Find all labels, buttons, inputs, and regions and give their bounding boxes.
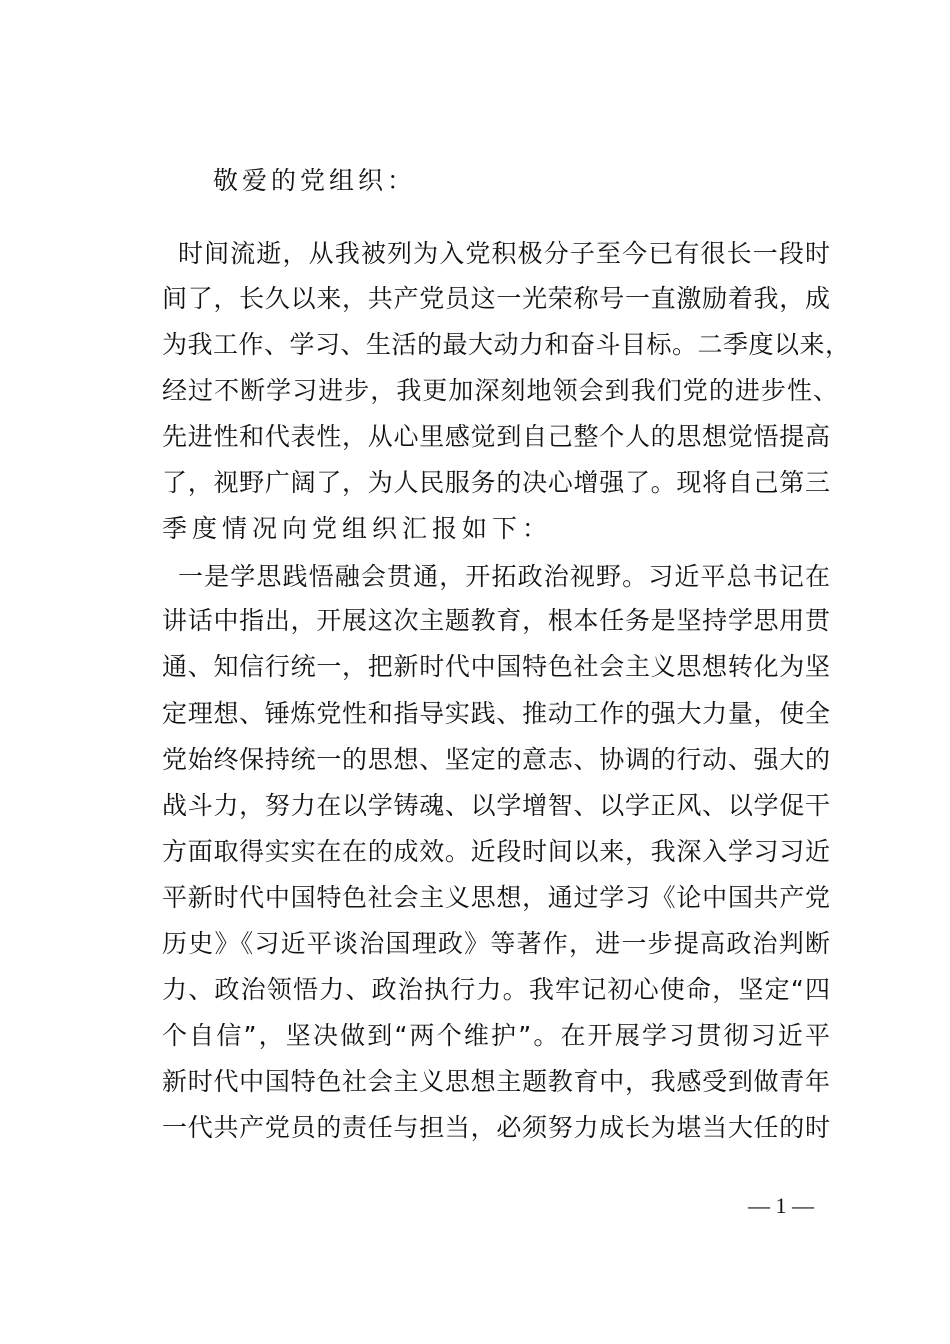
paragraph-line: 历史》《习近平谈治国理政》等著作，进一步提高政治判断 bbox=[162, 929, 830, 958]
page-number: — 1 — bbox=[748, 1193, 814, 1218]
paragraph-line: 通、知信行统一，把新时代中国特色社会主义思想转化为坚 bbox=[162, 652, 830, 681]
paragraph-line: 季度情况向党组织汇报如下： bbox=[162, 514, 553, 543]
paragraph-line: 力、政治领悟力、政治执行力。我牢记初心使命，坚定“四 bbox=[162, 975, 830, 1004]
paragraph-line: 一是学思践悟融会贯通，开拓政治视野。习近平总书记在 bbox=[178, 562, 830, 591]
paragraph-line: 经过不断学习进步，我更加深刻地领会到我们党的进步性、 bbox=[162, 376, 838, 405]
paragraph-line: 平新时代中国特色社会主义思想，通过学习《论中国共产党 bbox=[162, 883, 830, 912]
paragraph-line: 讲话中指出，开展这次主题教育，根本任务是坚持学思用贯 bbox=[162, 606, 830, 635]
paragraph-line: 先进性和代表性，从心里感觉到自己整个人的思想觉悟提高 bbox=[162, 422, 830, 451]
paragraph-line: 了，视野广阔了，为人民服务的决心增强了。现将自己第三 bbox=[162, 468, 830, 497]
salutation: 敬爱的党组织： bbox=[213, 166, 417, 195]
paragraph-line: 战斗力，努力在以学铸魂、以学增智、以学正风、以学促干 bbox=[162, 791, 830, 820]
paragraph-line: 一代共产党员的责任与担当，必须努力成长为堪当大任的时 bbox=[162, 1113, 830, 1142]
paragraph-line: 为我工作、学习、生活的最大动力和奋斗目标。二季度以来， bbox=[162, 330, 850, 359]
paragraph-line: 间了，长久以来，共产党员这一光荣称号一直激励着我，成 bbox=[162, 284, 830, 313]
paragraph-line: 个自信”，坚决做到“两个维护”。在开展学习贯彻习近平 bbox=[162, 1021, 830, 1050]
paragraph-line: 党始终保持统一的思想、坚定的意志、协调的行动、强大的 bbox=[162, 745, 830, 774]
paragraph-line: 方面取得实实在在的成效。近段时间以来，我深入学习习近 bbox=[162, 837, 830, 866]
paragraph-line: 新时代中国特色社会主义思想主题教育中，我感受到做青年 bbox=[162, 1067, 830, 1096]
paragraph-line: 时间流逝，从我被列为入党积极分子至今已有很长一段时 bbox=[178, 239, 830, 268]
paragraph-line: 定理想、锤炼党性和指导实践、推动工作的强大力量，使全 bbox=[162, 699, 830, 728]
